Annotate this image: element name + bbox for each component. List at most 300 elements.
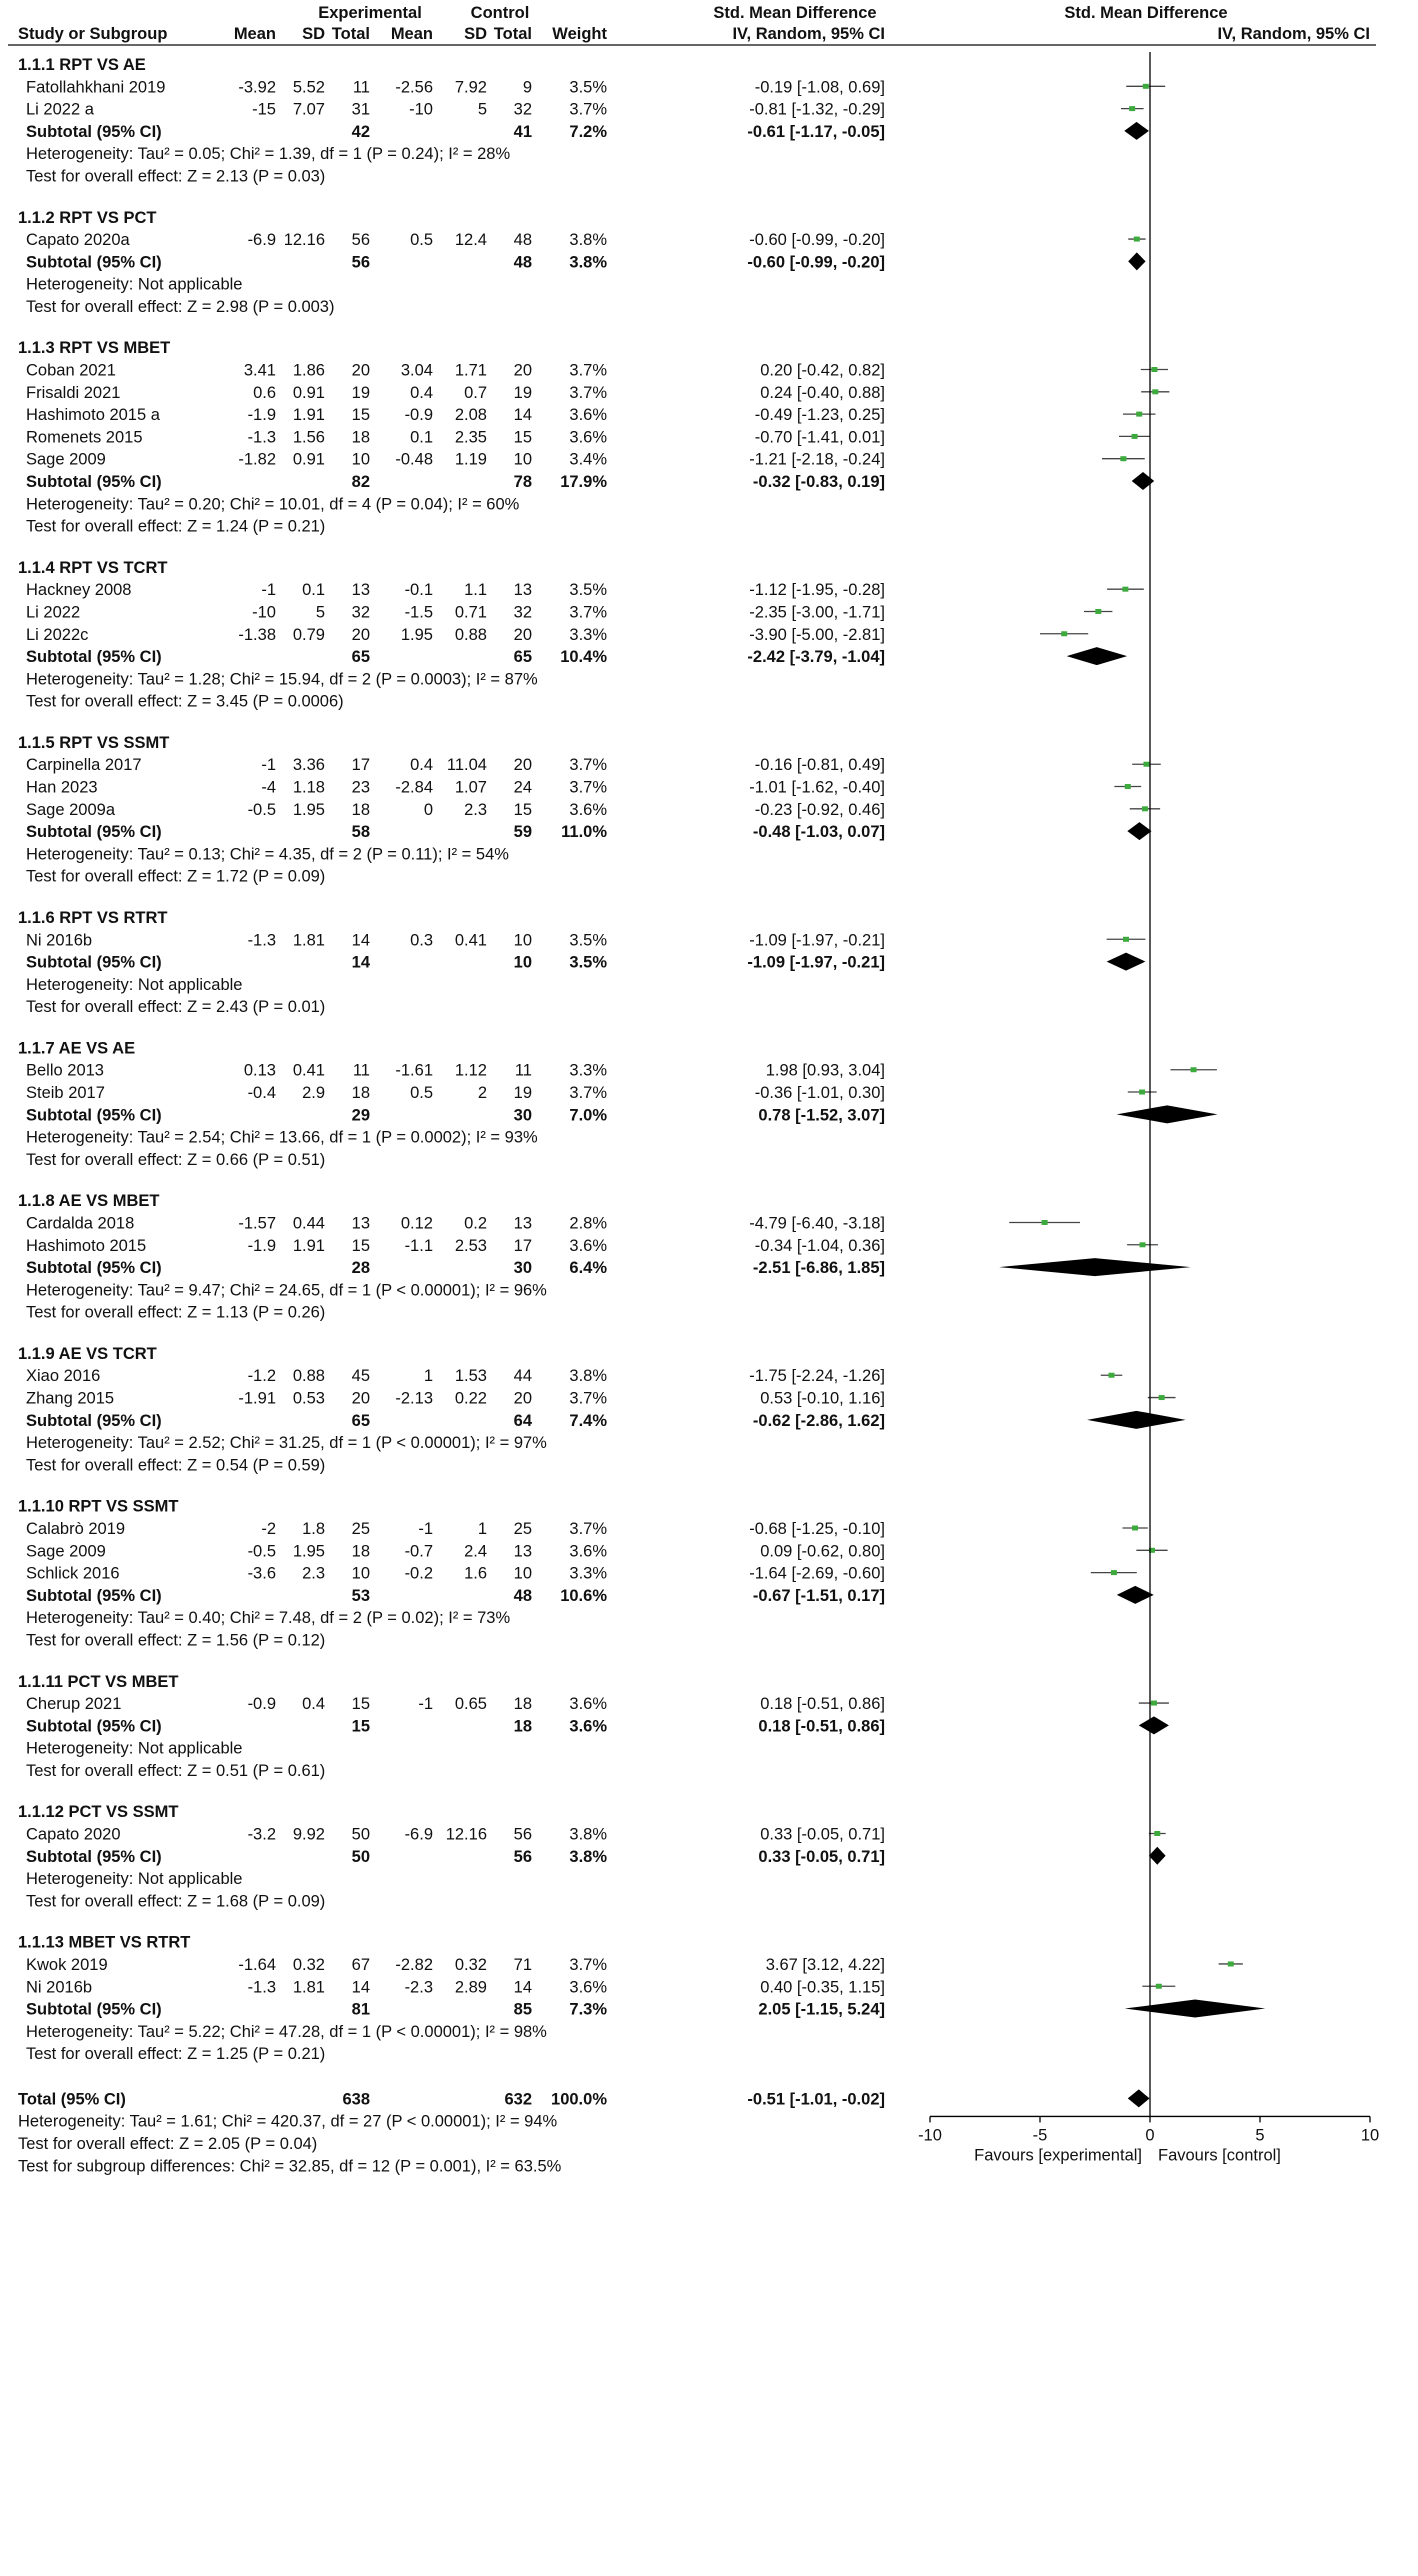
study-weight: 3.5% (569, 78, 607, 97)
study-point (1136, 412, 1142, 417)
subtotal-label: Subtotal (95% CI) (26, 1847, 162, 1866)
subtotal-ci: 0.33 [-0.05, 0.71] (758, 1847, 885, 1866)
study-exp-mean: -0.5 (247, 1542, 276, 1561)
study-exp-sd: 2.9 (302, 1084, 325, 1103)
total-diamond (1128, 2089, 1150, 2107)
study-exp-mean: -1.2 (247, 1367, 276, 1386)
study-ctrl-mean: -0.9 (404, 406, 433, 425)
study-exp-total: 15 (351, 1236, 370, 1255)
favours-experimental-label: Favours [experimental] (974, 2146, 1142, 2165)
study-ctrl-mean: 0.12 (400, 1214, 433, 1233)
study-ci: -0.81 [-1.32, -0.29] (749, 100, 885, 119)
subtotal-diamond (1124, 122, 1149, 140)
study-ctrl-sd: 0.32 (454, 1955, 487, 1974)
heterogeneity-text: Heterogeneity: Not applicable (26, 1870, 243, 1889)
study-weight: 3.6% (569, 1695, 607, 1714)
study-exp-sd: 0.1 (302, 581, 325, 600)
subtotal-diamond (1125, 2000, 1266, 2018)
column-header: IV, Random, 95% CI (732, 25, 885, 43)
study-exp-mean: -4 (261, 778, 276, 797)
subtotal-weight: 10.6% (560, 1586, 607, 1605)
study-exp-mean: -1.9 (247, 1236, 276, 1255)
heterogeneity-text: Heterogeneity: Tau² = 0.05; Chi² = 1.39, df = 1 (P = 0.24); I² = 28% (26, 145, 511, 164)
subtotal-label: Subtotal (95% CI) (26, 253, 162, 272)
study-ctrl-total: 32 (513, 100, 532, 119)
study-ctrl-mean: -0.48 (395, 450, 433, 469)
study-exp-total: 18 (351, 1542, 370, 1561)
study-ci: -2.35 [-3.00, -1.71] (749, 603, 885, 622)
study-name: Schlick 2016 (26, 1564, 120, 1583)
study-exp-sd: 1.91 (292, 406, 325, 425)
study-weight: 3.6% (569, 1236, 607, 1255)
subtotal-ctrl-total: 64 (513, 1411, 532, 1430)
study-exp-sd: 1.56 (292, 428, 325, 447)
subgroup-title: 1.1.10 RPT VS SSMT (18, 1497, 179, 1516)
study-ctrl-mean: -1.1 (404, 1236, 433, 1255)
subtotal-weight: 3.8% (569, 253, 607, 272)
subtotal-weight: 7.0% (569, 1106, 607, 1125)
study-ctrl-total: 19 (513, 383, 532, 402)
study-point (1151, 367, 1157, 372)
study-exp-sd: 1.95 (292, 1542, 325, 1561)
study-exp-sd: 0.32 (292, 1955, 325, 1974)
study-exp-mean: -1.82 (238, 450, 276, 469)
subtotal-weight: 7.2% (569, 122, 607, 141)
study-exp-mean: 0.13 (243, 1061, 276, 1080)
subtotal-ci: -0.62 [-2.86, 1.62] (752, 1411, 885, 1430)
study-weight: 3.7% (569, 361, 607, 380)
study-ctrl-total: 10 (513, 450, 532, 469)
subtotal-ctrl-total: 78 (513, 473, 532, 492)
study-ctrl-mean: -10 (409, 100, 433, 119)
study-exp-total: 17 (351, 756, 370, 775)
study-exp-sd: 1.81 (292, 931, 325, 950)
study-exp-sd: 5.52 (292, 78, 325, 97)
study-ctrl-mean: -1.5 (404, 603, 433, 622)
study-ctrl-sd: 1.6 (464, 1564, 487, 1583)
study-exp-sd: 0.91 (292, 383, 325, 402)
study-exp-mean: -1.3 (247, 428, 276, 447)
x-tick-label: 10 (1360, 2126, 1380, 2145)
subtotal-exp-total: 53 (351, 1586, 370, 1605)
study-weight: 3.7% (569, 1084, 607, 1103)
study-point (1132, 434, 1138, 439)
study-point (1122, 587, 1128, 592)
heterogeneity-text: Heterogeneity: Tau² = 2.54; Chi² = 13.66, df = 1 (P = 0.0002); I² = 93% (26, 1128, 538, 1147)
subgroup-differences-text: Test for subgroup differences: Chi² = 32.85, df = 12 (P = 0.001), I² = 63.5% (18, 2157, 562, 2176)
study-ctrl-sd: 12.4 (454, 231, 487, 250)
study-exp-sd: 0.88 (292, 1367, 325, 1386)
study-exp-mean: 0.6 (253, 383, 276, 402)
column-header: Study or Subgroup (18, 25, 168, 43)
study-point (1154, 1831, 1160, 1836)
study-ci: 1.98 [0.93, 3.04] (765, 1061, 885, 1080)
study-weight: 3.6% (569, 1542, 607, 1561)
study-ci: 0.53 [-0.10, 1.16] (760, 1389, 885, 1408)
study-exp-sd: 1.91 (292, 1236, 325, 1255)
study-exp-sd: 0.41 (292, 1061, 325, 1080)
study-ctrl-mean: 0.4 (410, 756, 433, 775)
study-exp-mean: -1 (261, 581, 276, 600)
study-exp-total: 23 (351, 778, 370, 797)
subtotal-ci: -1.09 [-1.97, -0.21] (747, 953, 885, 972)
study-weight: 3.8% (569, 231, 607, 250)
study-exp-sd: 9.92 (292, 1825, 325, 1844)
overall-effect-text: Test for overall effect: Z = 2.98 (P = 0.003) (26, 297, 335, 316)
study-exp-total: 14 (351, 1978, 370, 1997)
study-exp-mean: -1.57 (238, 1214, 276, 1233)
subtotal-weight: 7.4% (569, 1411, 607, 1430)
total-ctrl-total: 632 (504, 2090, 532, 2109)
subtotal-exp-total: 58 (351, 823, 370, 842)
subtotal-label: Subtotal (95% CI) (26, 1259, 162, 1278)
study-ci: 0.24 [-0.40, 0.88] (760, 383, 885, 402)
study-ctrl-sd: 5 (477, 100, 487, 119)
study-exp-sd: 1.95 (292, 800, 325, 819)
study-name: Sage 2009a (26, 800, 116, 819)
study-exp-mean: -3.6 (247, 1564, 276, 1583)
study-exp-total: 19 (351, 383, 370, 402)
study-exp-sd: 2.3 (302, 1564, 325, 1583)
study-point (1151, 1701, 1157, 1706)
subtotal-weight: 3.6% (569, 1717, 607, 1736)
study-name: Hashimoto 2015 (26, 1236, 147, 1255)
subgroup-title: 1.1.7 AE VS AE (18, 1039, 136, 1058)
study-name: Xiao 2016 (26, 1367, 101, 1386)
study-name: Han 2023 (26, 778, 98, 797)
x-tick-label: 5 (1255, 2126, 1265, 2145)
study-point (1109, 1373, 1115, 1378)
study-weight: 3.7% (569, 1389, 607, 1408)
study-ctrl-total: 10 (513, 931, 532, 950)
study-ci: -1.12 [-1.95, -0.28] (749, 581, 885, 600)
study-weight: 3.6% (569, 800, 607, 819)
overall-effect-text: Test for overall effect: Z = 1.24 (P = 0.21) (26, 517, 326, 536)
total-exp-total: 638 (342, 2090, 370, 2109)
study-ctrl-mean: 0.5 (410, 231, 433, 250)
subtotal-ci: -0.61 [-1.17, -0.05] (747, 122, 885, 141)
study-ctrl-sd: 0.2 (464, 1214, 487, 1233)
study-ctrl-sd: 2.53 (454, 1236, 487, 1255)
study-weight: 3.7% (569, 1955, 607, 1974)
study-ctrl-sd: 1.19 (454, 450, 487, 469)
subtotal-ci: -0.67 [-1.51, 0.17] (752, 1586, 885, 1605)
column-header: Total (331, 25, 370, 43)
study-ctrl-sd: 2.4 (464, 1542, 487, 1561)
study-ctrl-total: 11 (514, 1061, 532, 1080)
study-weight: 3.3% (569, 1061, 607, 1080)
total-overall-effect-text: Test for overall effect: Z = 2.05 (P = 0.04) (18, 2135, 318, 2154)
study-ci: 0.20 [-0.42, 0.82] (760, 361, 885, 380)
study-ci: -4.79 [-6.40, -3.18] (749, 1214, 885, 1233)
study-ctrl-total: 20 (513, 625, 532, 644)
column-header: Mean (390, 25, 433, 43)
heterogeneity-text: Heterogeneity: Tau² = 0.13; Chi² = 4.35, df = 2 (P = 0.11); I² = 54% (26, 845, 509, 864)
subgroup-title: 1.1.12 PCT VS SSMT (18, 1803, 179, 1822)
study-name: Carpinella 2017 (26, 756, 142, 775)
study-point (1191, 1067, 1197, 1072)
study-exp-total: 13 (351, 581, 370, 600)
column-header: Mean (233, 25, 276, 43)
study-ctrl-total: 10 (513, 1564, 532, 1583)
study-weight: 3.4% (569, 450, 607, 469)
subtotal-label: Subtotal (95% CI) (26, 1586, 162, 1605)
study-ctrl-mean: -1 (418, 1695, 433, 1714)
study-ctrl-sd: 12.16 (445, 1825, 487, 1844)
study-exp-total: 18 (351, 800, 370, 819)
study-exp-total: 45 (351, 1367, 370, 1386)
study-weight: 3.7% (569, 1519, 607, 1538)
overall-effect-text: Test for overall effect: Z = 0.51 (P = 0.61) (26, 1761, 326, 1780)
subtotal-ctrl-total: 65 (513, 648, 532, 667)
study-ctrl-sd: 7.92 (454, 78, 487, 97)
study-exp-total: 18 (351, 428, 370, 447)
study-exp-mean: -1 (261, 756, 276, 775)
study-weight: 3.7% (569, 756, 607, 775)
subtotal-exp-total: 28 (351, 1259, 370, 1278)
study-exp-sd: 0.53 (292, 1389, 325, 1408)
study-ctrl-total: 13 (513, 1214, 532, 1233)
subtotal-ci: 0.18 [-0.51, 0.86] (758, 1717, 885, 1736)
study-weight: 3.6% (569, 428, 607, 447)
study-point (1125, 784, 1131, 789)
study-exp-mean: -0.9 (247, 1695, 276, 1714)
study-ctrl-total: 71 (513, 1955, 532, 1974)
study-exp-mean: -0.4 (247, 1084, 276, 1103)
header-smd-right: Std. Mean Difference (1064, 4, 1228, 22)
study-ci: 0.40 [-0.35, 1.15] (760, 1978, 885, 1997)
study-weight: 3.5% (569, 931, 607, 950)
study-exp-mean: -3.92 (238, 78, 276, 97)
study-ctrl-mean: -1.61 (395, 1061, 433, 1080)
subtotal-ctrl-total: 59 (513, 823, 532, 842)
study-exp-total: 18 (351, 1084, 370, 1103)
study-exp-mean: -1.38 (238, 625, 276, 644)
subtotal-exp-total: 14 (351, 953, 370, 972)
subtotal-exp-total: 82 (351, 473, 370, 492)
study-point (1123, 937, 1129, 942)
subtotal-label: Subtotal (95% CI) (26, 1717, 162, 1736)
column-header: Weight (552, 25, 607, 43)
subtotal-exp-total: 65 (351, 648, 370, 667)
study-exp-sd: 0.91 (292, 450, 325, 469)
study-exp-mean: -0.5 (247, 800, 276, 819)
study-ctrl-mean: 0.5 (410, 1084, 433, 1103)
study-ctrl-sd: 0.7 (464, 383, 487, 402)
study-exp-sd: 1.86 (292, 361, 325, 380)
study-name: Frisaldi 2021 (26, 383, 121, 402)
study-name: Ni 2016b (26, 1978, 93, 1997)
total-ci: -0.51 [-1.01, -0.02] (747, 2090, 885, 2109)
total-heterogeneity-text: Heterogeneity: Tau² = 1.61; Chi² = 420.37, df = 27 (P < 0.00001); I² = 94% (18, 2112, 558, 2131)
study-ci: 0.09 [-0.62, 0.80] (760, 1542, 885, 1561)
study-ctrl-total: 48 (513, 231, 532, 250)
study-exp-total: 15 (351, 406, 370, 425)
study-ci: -0.36 [-1.01, 0.30] (754, 1084, 885, 1103)
subtotal-weight: 6.4% (569, 1259, 607, 1278)
study-ci: -1.01 [-1.62, -0.40] (749, 778, 885, 797)
study-point (1111, 1570, 1117, 1575)
subgroup-title: 1.1.3 RPT VS MBET (18, 339, 171, 358)
column-header: SD (464, 25, 487, 43)
study-ctrl-mean: 0.3 (410, 931, 433, 950)
overall-effect-text: Test for overall effect: Z = 1.72 (P = 0.09) (26, 867, 326, 886)
study-name: Cherup 2021 (26, 1695, 122, 1714)
subtotal-ci: -2.51 [-6.86, 1.85] (752, 1259, 885, 1278)
study-ci: 3.67 [3.12, 4.22] (765, 1955, 885, 1974)
study-ctrl-sd: 0.41 (454, 931, 487, 950)
overall-effect-text: Test for overall effect: Z = 0.54 (P = 0.59) (26, 1456, 326, 1475)
subgroup-title: 1.1.6 RPT VS RTRT (18, 908, 168, 927)
study-ctrl-sd: 2.3 (464, 800, 487, 819)
study-exp-sd: 0.4 (302, 1695, 325, 1714)
study-ci: -1.75 [-2.24, -1.26] (749, 1367, 885, 1386)
study-exp-sd: 0.79 (292, 625, 325, 644)
subgroup-title: 1.1.5 RPT VS SSMT (18, 733, 170, 752)
study-ctrl-sd: 2.35 (454, 428, 487, 447)
subtotal-label: Subtotal (95% CI) (26, 953, 162, 972)
study-ctrl-total: 13 (513, 581, 532, 600)
study-exp-sd: 0.44 (292, 1214, 325, 1233)
study-ctrl-sd: 1 (477, 1519, 487, 1538)
header-smd-left: Std. Mean Difference (713, 4, 877, 22)
study-point (1139, 1090, 1145, 1095)
study-ctrl-total: 56 (513, 1825, 532, 1844)
study-ctrl-sd: 0.71 (454, 603, 487, 622)
study-point (1129, 106, 1135, 111)
heterogeneity-text: Heterogeneity: Tau² = 5.22; Chi² = 47.28, df = 1 (P < 0.00001); I² = 98% (26, 2022, 547, 2041)
study-ctrl-total: 15 (513, 428, 532, 447)
overall-effect-text: Test for overall effect: Z = 3.45 (P = 0.0006) (26, 692, 344, 711)
study-ctrl-total: 13 (513, 1542, 532, 1561)
study-point (1143, 84, 1149, 89)
study-point (1120, 456, 1126, 461)
subtotal-ci: 0.78 [-1.52, 3.07] (758, 1106, 885, 1125)
subtotal-exp-total: 50 (351, 1847, 370, 1866)
study-name: Bello 2013 (26, 1061, 104, 1080)
overall-effect-text: Test for overall effect: Z = 1.13 (P = 0.26) (26, 1303, 326, 1322)
study-weight: 3.3% (569, 625, 607, 644)
subtotal-diamond (1117, 1105, 1218, 1123)
subtotal-ci: -0.60 [-0.99, -0.20] (747, 253, 885, 272)
subtotal-ctrl-total: 30 (513, 1259, 532, 1278)
study-ctrl-total: 25 (513, 1519, 532, 1538)
study-exp-mean: -3.2 (247, 1825, 276, 1844)
study-ctrl-total: 15 (513, 800, 532, 819)
heterogeneity-text: Heterogeneity: Not applicable (26, 1739, 243, 1758)
heterogeneity-text: Heterogeneity: Tau² = 2.52; Chi² = 31.25, df = 1 (P < 0.00001); I² = 97% (26, 1434, 547, 1453)
study-point (1228, 1961, 1234, 1966)
subtotal-label: Subtotal (95% CI) (26, 1411, 162, 1430)
study-exp-mean: -15 (252, 100, 276, 119)
study-exp-sd: 1.8 (302, 1519, 325, 1538)
study-exp-mean: -6.9 (247, 231, 276, 250)
study-ctrl-sd: 1.1 (464, 581, 487, 600)
study-name: Kwok 2019 (26, 1955, 108, 1974)
study-ctrl-total: 32 (513, 603, 532, 622)
study-ctrl-mean: -2.13 (395, 1389, 433, 1408)
header-experimental: Experimental (318, 4, 422, 22)
study-ctrl-total: 19 (513, 1084, 532, 1103)
subtotal-diamond (1107, 953, 1146, 971)
subtotal-label: Subtotal (95% CI) (26, 473, 162, 492)
overall-effect-text: Test for overall effect: Z = 1.56 (P = 0.12) (26, 1631, 326, 1650)
study-exp-mean: -1.9 (247, 406, 276, 425)
study-ctrl-mean: 0 (423, 800, 433, 819)
study-weight: 3.8% (569, 1367, 607, 1386)
study-ctrl-total: 24 (513, 778, 532, 797)
study-exp-sd: 1.81 (292, 1978, 325, 1997)
subtotal-diamond (1127, 822, 1151, 840)
subtotal-ctrl-total: 85 (513, 2000, 532, 2019)
column-header: Total (493, 25, 532, 43)
heterogeneity-text: Heterogeneity: Tau² = 0.40; Chi² = 7.48, df = 2 (P = 0.02); I² = 73% (26, 1609, 511, 1628)
study-ctrl-mean: -0.7 (404, 1542, 433, 1561)
study-exp-total: 11 (352, 1061, 370, 1080)
study-point (1143, 762, 1149, 767)
study-point (1159, 1395, 1165, 1400)
study-exp-mean: -10 (252, 603, 276, 622)
study-ctrl-sd: 1.53 (454, 1367, 487, 1386)
study-ctrl-total: 9 (522, 78, 532, 97)
study-ctrl-sd: 2.08 (454, 406, 487, 425)
heterogeneity-text: Heterogeneity: Not applicable (26, 275, 243, 294)
subtotal-ci: -0.32 [-0.83, 0.19] (752, 473, 885, 492)
study-ctrl-sd: 1.71 (454, 361, 487, 380)
study-exp-total: 20 (351, 625, 370, 644)
subtotal-label: Subtotal (95% CI) (26, 648, 162, 667)
subtotal-exp-total: 42 (351, 122, 370, 141)
study-exp-mean: -1.91 (238, 1389, 276, 1408)
study-weight: 2.8% (569, 1214, 607, 1233)
study-weight: 3.3% (569, 1564, 607, 1583)
subtotal-ctrl-total: 48 (513, 253, 532, 272)
subtotal-diamond (999, 1258, 1191, 1276)
total-label: Total (95% CI) (18, 2090, 126, 2109)
x-tick-label: -10 (918, 2126, 942, 2145)
study-weight: 3.6% (569, 1978, 607, 1997)
study-exp-mean: -1.3 (247, 931, 276, 950)
study-name: Cardalda 2018 (26, 1214, 135, 1233)
subtotal-diamond (1067, 647, 1128, 665)
overall-effect-text: Test for overall effect: Z = 0.66 (P = 0.51) (26, 1150, 326, 1169)
study-exp-total: 56 (351, 231, 370, 250)
study-ctrl-sd: 0.65 (454, 1695, 487, 1714)
study-ci: -0.68 [-1.25, -0.10] (749, 1519, 885, 1538)
subtotal-weight: 17.9% (560, 473, 607, 492)
study-name: Li 2022 (26, 603, 81, 622)
study-point (1142, 806, 1148, 811)
study-ci: 0.33 [-0.05, 0.71] (760, 1825, 885, 1844)
study-point (1156, 1984, 1162, 1989)
study-ci: -0.19 [-1.08, 0.69] (754, 78, 885, 97)
study-weight: 3.8% (569, 1825, 607, 1844)
subgroup-title: 1.1.13 MBET VS RTRT (18, 1933, 191, 1952)
overall-effect-text: Test for overall effect: Z = 2.43 (P = 0.01) (26, 998, 326, 1017)
study-ci: -0.34 [-1.04, 0.36] (754, 1236, 885, 1255)
study-point (1152, 389, 1158, 394)
subtotal-label: Subtotal (95% CI) (26, 823, 162, 842)
study-name: Sage 2009 (26, 1542, 106, 1561)
heterogeneity-text: Heterogeneity: Tau² = 0.20; Chi² = 10.01, df = 4 (P = 0.04); I² = 60% (26, 495, 520, 514)
subtotal-exp-total: 56 (351, 253, 370, 272)
heterogeneity-text: Heterogeneity: Tau² = 9.47; Chi² = 24.65, df = 1 (P < 0.00001); I² = 96% (26, 1281, 547, 1300)
study-name: Capato 2020a (26, 231, 130, 250)
study-ctrl-mean: 1 (423, 1367, 433, 1386)
subtotal-diamond (1149, 1847, 1166, 1865)
subtotal-exp-total: 65 (351, 1411, 370, 1430)
study-point (1132, 1525, 1138, 1530)
